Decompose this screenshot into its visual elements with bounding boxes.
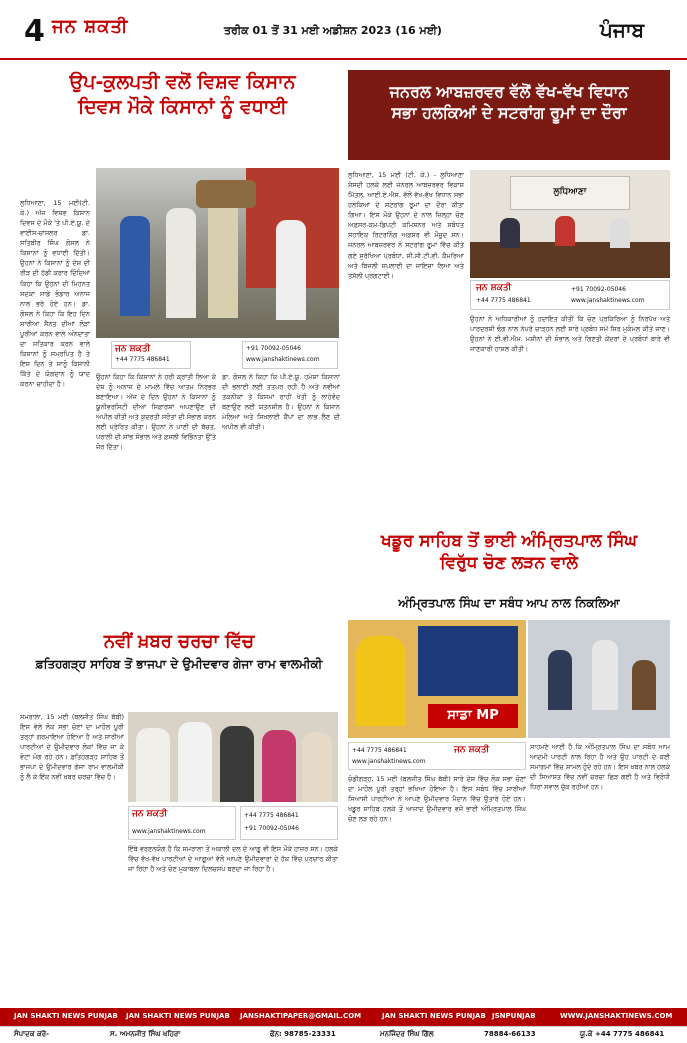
- footer-instagram-link[interactable]: JSNPUNJAB: [492, 1012, 536, 1020]
- person-figure: [610, 218, 630, 248]
- gathering-photo: [528, 620, 670, 738]
- grain-sacks: [196, 180, 256, 208]
- article1-column-a: [20, 198, 90, 616]
- person-figure: [548, 650, 572, 710]
- article2-text-a: ਇਸ ਮੌਕੇ ਉਹਨਾਂ ਦੇ ਨਾਲ ਜ਼ਿਲ੍ਹਾ ਚੋਣ ਅਫ਼ਸਰ-ਕਮ-ਡਿਪਟੀ ਕਮਿਸ਼ਨਰ ਅਤੇ ਸਬੰਧਤ ਸਹਾਇਕ ਰਿਟਰਨਿੰਗ ਅਫ਼ਸਰ ਵੀ ਮੌਜੂਦ ਸਨ। ਜਨਰਲ ਆਬਜ਼ਰਵਰ ਨੇ ਸਟਰਾਂਗ ਰੂਮਾਂ ਵਿੱਚ ਕੀਤੇ ਗਏ ਸੁਰੱਖਿਆ ਪ੍ਰਬੰਧਾਂ, ਸੀ.ਸੀ.ਟੀ.ਵੀ. ਕੈਮਰਿਆਂ ਅਤੇ ਬਿਜਲੀ ਸਪਲਾਈ ਦਾ ਜਾਇਜ਼ਾ ਲਿਆ ਅਤੇ ਤਸੱਲੀ ਪ੍ਰਗਟਾਈ।: [348, 211, 464, 280]
- person-figure: [500, 218, 520, 248]
- footer-twitter-link[interactable]: JAN SHAKTI NEWS PUNJAB: [126, 1012, 230, 1020]
- page-header: [0, 0, 687, 60]
- section-name: ਪੰਜਾਬ: [600, 18, 645, 42]
- ad-phone: +44 7775 486841: [244, 812, 299, 819]
- article1-dateline: ਲੁਧਿਆਣਾ, 15 ਮਈ(ਟੀ. ਕੇ.) ਅੱਜ ਵਿਸ਼ਵ ਕਿਸਾਨ ਦਿਵਸ ਦੇ ਮੌਕੇ 'ਤੇ ਪੀ.ਏ.ਯੂ. ਦੇ ਵਾਈਸ-ਚਾਂਸਲਰ ਡਾ. ਸਤਿਬੀਰ ਸਿੰਘ ਗੋਸਲ ਨੇ ਕਿਸਾਨਾਂ ਨੂੰ ਵਧਾਈ ਦਿੱਤੀ।: [20, 199, 90, 258]
- ad-logo: ਜਨ ਸ਼ਕਤੀ: [132, 809, 168, 819]
- footer-phone-uk: ਯੂ.ਕੇ +44 7775 486841: [580, 1030, 665, 1038]
- person-figure: [220, 726, 254, 802]
- ad-website: www.janshaktinews.com: [352, 758, 426, 765]
- banner: [510, 176, 630, 210]
- candidate-photo: [128, 712, 338, 802]
- advertisement-box: [111, 341, 191, 369]
- footer-ad-manager: ਮਨਜਿੰਦਰ ਸਿੰਘ ਗਿੱਲ: [380, 1030, 434, 1038]
- article1-title-line1: ਉਪ-ਕੁਲਪਤੀ ਵਲੋਂ ਵਿਸ਼ਵ ਕਿਸਾਨ: [69, 71, 296, 93]
- article2-dateline: ਲੁਧਿਆਣਾ, 15 ਮਈ (ਟੀ. ਕੇ.) - ਲੁਧਿਆਣਾ ਸੰਸਦੀ ਹਲਕੇ ਲਈ ਜਨਰਲ ਆਬਜ਼ਰਵਰ ਵਿਕਾਸ ਮਿੱਤਲ, ਆਈ.ਏ.ਐਸ. ਵੱਲੋਂ ਵੱਖ-ਵੱਖ ਵਿਧਾਨ ਸਭਾ ਹਲਕਿਆਂ ਦੇ ਸਟਰਾਂਗ ਰੂਮਾਂ ਦਾ ਦੌਰਾ ਕੀਤਾ ਗਿਆ।: [348, 171, 464, 220]
- advertisement-box: [470, 280, 670, 310]
- article3-subtitle: ਅੰਮ੍ਰਿਤਪਾਲ ਸਿੰਘ ਦਾ ਸਬੰਧ ਆਪ ਨਾਲ ਨਿਕਲਿਆ: [398, 596, 620, 610]
- article4-column-a: [20, 712, 124, 1000]
- article3-title-line1: ਖਡੂਰ ਸਾਹਿਬ ਤੋਂ ਭਾਈ ਅੰਮ੍ਰਿਤਪਾਲ ਸਿੰਘ: [380, 531, 638, 551]
- footer-phone-2: 78884-66133: [484, 1030, 536, 1038]
- article2-column-b: ਉਹਨਾਂ ਨੇ ਅਧਿਕਾਰੀਆਂ ਨੂੰ ਹਦਾਇਤ ਕੀਤੀ ਕਿ ਚੋਣ ਪ੍ਰਕਿਰਿਆ ਨੂੰ ਨਿਰਪੱਖ ਅਤੇ ਪਾਰਦਰਸ਼ੀ ਢੰਗ ਨਾਲ ਨੇਪਰੇ ਚਾੜ੍ਹਨ ਲਈ ਸਾਰੇ ਪ੍ਰਬੰਧ ਸਮੇਂ ਸਿਰ ਮੁਕੰਮਲ ਕੀਤੇ ਜਾਣ। ਉਹਨਾਂ ਨੇ ਈ.ਵੀ.ਐਮ. ਮਸ਼ੀਨਾਂ ਦੀ ਸੰਭਾਲ ਅਤੇ ਗਿਣਤੀ ਕੇਂਦਰਾਂ ਦੇ ਪ੍ਰਬੰਧਾਂ ਬਾਰੇ ਵੀ ਜਾਣਕਾਰੀ ਹਾਸਲ ਕੀਤੀ।: [470, 315, 670, 354]
- ad-phone: +91 70092-05046: [246, 345, 301, 352]
- ad-phone: +91 70092-05046: [571, 286, 626, 293]
- article4-title-line2: ਫ਼ਤਿਹਗੜ੍ਹ ਸਾਹਿਬ ਤੋਂ ਭਾਜਪਾ ਦੇ ਉਮੀਦਵਾਰ ਗੇਜਾ ਰਾਮ ਵਾਲਮੀਕੀ: [35, 657, 323, 672]
- footer-editor-label: ਸੰਪਾਦਕ ਕਰੋ-: [14, 1030, 50, 1038]
- advertisement-box: [242, 341, 338, 369]
- banner-text: ਲੁਧਿਆਣਾ: [553, 187, 587, 197]
- footer-email-link[interactable]: JANSHAKTIPAPER@GMAIL.COM: [240, 1012, 362, 1020]
- meeting-photo: [470, 170, 670, 278]
- article3-column-a: ਚੰਡੀਗੜ੍ਹ, 15 ਮਈ (ਬਲਜੀਤ ਸਿੰਘ ਬੱਬੀ) ਸਾਰੇ ਦੇਸ਼ ਵਿੱਚ ਲੋਕ ਸਭਾ ਚੋਣਾਂ ਦਾ ਮਾਹੌਲ ਪੂਰੀ ਤਰ੍ਹਾਂ ਭਖਿਆ ਹੋਇਆ ਹੈ। ਇਸ ਸਬੰਧ ਵਿੱਚ ਸਾਰੀਆਂ ਸਿਆਸੀ ਪਾਰਟੀਆਂ ਨੇ ਆਪਣੇ ਉਮੀਦਵਾਰ ਮੈਦਾਨ ਵਿੱਚ ਉਤਾਰੇ ਹੋਏ ਹਨ। ਖਡੂਰ ਸਾਹਿਬ ਹਲਕੇ ਤੋਂ ਆਜ਼ਾਦ ਉਮੀਦਵਾਰ ਵਜੋਂ ਭਾਈ ਅੰਮ੍ਰਿਤਪਾਲ ਸਿੰਘ ਚੋਣ ਲੜ ਰਹੇ ਹਨ।: [348, 775, 526, 824]
- person-figure: [178, 722, 212, 802]
- article4-column-b: ਇੱਥੇ ਵਰਣਨਯੋਗ ਹੈ ਕਿ ਸਮਰਾਲਾ ਤੋਂ ਅਕਾਲੀ ਦਲ ਦੇ ਆਗੂ ਵੀ ਇਸ ਮੌਕੇ ਹਾਜ਼ਰ ਸਨ। ਹਲਕੇ ਵਿੱਚ ਵੱਖ-ਵੱਖ ਪਾਰਟੀਆਂ ਦੇ ਆਗੂਆਂ ਵੱਲੋਂ ਆਪਣੇ ਉਮੀਦਵਾਰਾਂ ਦੇ ਹੱਕ ਵਿੱਚ ਪ੍ਰਚਾਰ ਕੀਤਾ ਜਾ ਰਿਹਾ ਹੈ ਅਤੇ ਚੋਣ ਮੁਕਾਬਲਾ ਦਿਲਚਸਪ ਬਣਦਾ ਜਾ ਰਿਹਾ ਹੈ।: [128, 845, 338, 874]
- advertisement-box: [348, 742, 526, 770]
- article3-title: [348, 530, 670, 574]
- person-figure: [120, 216, 150, 316]
- poster-text: ਸਾਡਾ MP: [428, 704, 518, 728]
- person-figure: [632, 660, 656, 710]
- article2-title-line2: ਸਭਾ ਹਲਕਿਆਂ ਦੇ ਸਟਰਾਂਗ ਰੂਮਾਂ ਦਾ ਦੌਰਾ: [391, 102, 627, 122]
- poster: [418, 626, 518, 696]
- article3-column-b: ਸਾਹਮਣੇ ਆਈ ਹੈ ਕਿ ਅੰਮ੍ਰਿਤਪਾਲ ਸਿੰਘ ਦਾ ਸਬੰਧ ਆਮ ਆਦਮੀ ਪਾਰਟੀ ਨਾਲ ਰਿਹਾ ਹੈ ਅਤੇ ਉਹ ਪਾਰਟੀ ਦੇ ਕਈ ਸਮਾਗਮਾਂ ਵਿੱਚ ਸ਼ਾਮਲ ਹੁੰਦੇ ਰਹੇ ਹਨ। ਇਸ ਖ਼ਬਰ ਨਾਲ ਹਲਕੇ ਦੀ ਸਿਆਸਤ ਵਿੱਚ ਨਵੀਂ ਚਰਚਾ ਛਿੜ ਗਈ ਹੈ ਅਤੇ ਵਿਰੋਧੀ ਧਿਰਾਂ ਸਵਾਲ ਚੁੱਕ ਰਹੀਆਂ ਹਨ।: [530, 743, 670, 792]
- person-figure: [208, 198, 238, 318]
- person-figure: [166, 208, 196, 318]
- masthead-logo: ਜਨ ਸ਼ਕਤੀ: [52, 16, 129, 37]
- article4-dateline: ਸਮਰਾਲਾ, 15 ਮਈ (ਬਲਜੀਤ ਸਿੰਘ ਬੱਬੀ): [20, 713, 124, 721]
- article2-title-line1: ਜਨਰਲ ਆਬਜ਼ਰਵਰ ਵੱਲੋਂ ਵੱਖ-ਵੱਖ ਵਿਧਾਨ: [389, 82, 629, 101]
- ad-phone: +44 7775 486841: [476, 297, 531, 304]
- rally-photo: [348, 620, 526, 738]
- footer-phone-india: ਫੋਨ: 98785-23331: [270, 1030, 336, 1038]
- article1-column-c: ਡਾ. ਗੋਸਲ ਨੇ ਕਿਹਾ ਕਿ ਪੀ.ਏ.ਯੂ. ਹਮੇਸ਼ਾ ਕਿਸਾਨਾਂ ਦੀ ਭਲਾਈ ਲਈ ਤਤਪਰ ਰਹੀ ਹੈ ਅਤੇ ਨਵੀਆਂ ਤਕਨੀਕਾਂ ਤੇ ਕਿਸਮਾਂ ਰਾਹੀਂ ਖੇਤੀ ਨੂੰ ਲਾਹੇਵੰਦ ਬਣਾਉਣ ਲਈ ਯਤਨਸ਼ੀਲ ਹੈ। ਉਹਨਾਂ ਨੇ ਕਿਸਾਨ ਮੇਲਿਆਂ ਅਤੇ ਸਿਖਲਾਈ ਕੈਂਪਾਂ ਦਾ ਲਾਭ ਲੈਣ ਦੀ ਅਪੀਲ ਵੀ ਕੀਤੀ।: [222, 373, 340, 432]
- ad-logo: ਜਨ ਸ਼ਕਤੀ: [476, 283, 512, 293]
- article3-title-line2: ਵਿਰੁੱਧ ਚੋਣ ਲੜਨ ਵਾਲੇ: [440, 553, 578, 574]
- ad-website: www.janshaktinews.com: [132, 828, 206, 835]
- footer-facebook-link[interactable]: JAN SHAKTI NEWS PUNJAB: [14, 1012, 118, 1020]
- ad-website: www.janshaktinews.com: [571, 297, 645, 304]
- issue-date: ਤਰੀਕ 01 ਤੋਂ 31 ਮਈ ਅਡੀਸ਼ਨ 2023 (16 ਮਈ): [224, 24, 442, 37]
- ad-phone: +91 70092-05046: [244, 825, 299, 832]
- article2-title: [348, 70, 670, 160]
- footer-youtube-link[interactable]: JAN SHAKTI NEWS PUNJAB: [382, 1012, 486, 1020]
- person-figure: [592, 640, 618, 710]
- farmers-photo: [96, 168, 339, 338]
- advertisement-box: [240, 806, 338, 840]
- person-figure: [136, 728, 170, 802]
- article1-title-line2: ਦਿਵਸ ਮੌਕੇ ਕਿਸਾਨਾਂ ਨੂੰ ਵਧਾਈ: [78, 95, 287, 118]
- person-figure: [302, 732, 332, 802]
- footer-website-link[interactable]: WWW.JANSHAKTINEWS.COM: [560, 1012, 673, 1020]
- person-figure: [262, 730, 296, 802]
- person-figure: [276, 220, 306, 320]
- ad-website: www.janshaktinews.com: [246, 356, 320, 363]
- person-figure: [356, 636, 406, 726]
- ad-phone: +44 7775 486841: [352, 747, 407, 754]
- ad-logo: ਜਨ ਸ਼ਕਤੀ: [454, 745, 490, 755]
- advertisement-box: [128, 806, 236, 840]
- person-figure: [555, 216, 575, 246]
- article4-title-line1: ਨਵੀਂ ਖ਼ਬਰ ਚਰਚਾ ਵਿੱਚ: [103, 631, 255, 652]
- article1-title: [20, 70, 345, 119]
- article4-text-a: ਇਸ ਵੇਲੇ ਲੋਕ ਸਭਾ ਚੋਣਾਂ ਦਾ ਮਾਹੌਲ ਪੂਰੀ ਤਰ੍ਹਾਂ ਗਰਮਾਇਆ ਹੋਇਆ ਹੈ ਅਤੇ ਸਾਰੀਆਂ ਪਾਰਟੀਆਂ ਦੇ ਉਮੀਦਵਾਰ ਲੋਕਾਂ ਵਿੱਚ ਜਾ ਕੇ ਵੋਟਾਂ ਮੰਗ ਰਹੇ ਹਨ। ਫ਼ਤਿਹਗੜ੍ਹ ਸਾਹਿਬ ਤੋਂ ਭਾਜਪਾ ਦੇ ਉਮੀਦਵਾਰ ਗੇਜਾ ਰਾਮ ਵਾਲਮੀਕੀ ਨੂੰ ਲੈ ਕੇ ਇੱਕ ਨਵੀਂ ਖ਼ਬਰ ਚਰਚਾ ਵਿੱਚ ਹੈ।: [20, 723, 124, 782]
- page-number: 4: [24, 14, 45, 49]
- ad-logo: ਜਨ ਸ਼ਕਤੀ: [115, 344, 151, 354]
- footer-editor-name: ਸ. ਅਮਨਜੀਤ ਸਿੰਘ ਖਹਿਰਾ: [110, 1030, 181, 1038]
- article4-title: [20, 630, 338, 673]
- article1-text-a: ਉਹਨਾਂ ਨੇ ਕਿਸਾਨਾਂ ਨੂੰ ਦੇਸ਼ ਦੀ ਰੀੜ ਦੀ ਹੱਡੀ ਕਰਾਰ ਦਿੰਦਿਆਂ ਕਿਹਾ ਕਿ ਉਹਨਾਂ ਦੀ ਮਿਹਨਤ ਸਦਕਾ ਸਾਡੇ ਭੰਡਾਰ ਅਨਾਜ ਨਾਲ ਭਰੇ ਹੋਏ ਹਨ। ਡਾ. ਗੋਸਲ ਨੇ ਕਿਹਾ ਕਿ ਇਹ ਦਿਨ ਸਾਰੀਆਂ ਸੈਨਤ ਦੀਆਂ ਲੋੜਾਂ ਪੂਰੀਆਂ ਕਰਨ ਵਾਲੇ ਅੰਨਦਾਤਾ ਦਾ ਸਤਿਕਾਰ ਕਰਨ ਵਾਲੇ ਕਿਸਾਨਾਂ ਨੂੰ ਸਮਰਪਿਤ ਹੈ ਤੇ ਇਸ ਦਿਨ ਤੇ ਸਾਨੂੰ ਕਿਸਾਨੀ ਕਿੱਤੇ ਦੇ ਯੋਗਦਾਨ ਨੂੰ ਯਾਦ ਕਰਨਾ ਚਾਹੀਦਾ ਹੈ।: [20, 259, 90, 389]
- ad-phone: +44 7775 486841: [115, 356, 170, 363]
- article2-column-a: [348, 170, 464, 440]
- article1-column-b: ਉਹਨਾਂ ਕਿਹਾ ਕਿ ਕਿਸਾਨਾਂ ਨੇ ਹਰੀ ਕ੍ਰਾਂਤੀ ਲਿਆ ਕੇ ਦੇਸ਼ ਨੂੰ ਅਨਾਜ ਦੇ ਮਾਮਲੇ ਵਿੱਚ ਆਤਮ ਨਿਰਭਰ ਬਣਾਇਆ। ਅੱਜ ਦੇ ਦਿਨ ਉਹਨਾਂ ਨੇ ਕਿਸਾਨਾਂ ਨੂੰ ਯੂਨੀਵਰਸਿਟੀ ਦੀਆਂ ਸਿਫ਼ਾਰਸ਼ਾਂ ਅਪਣਾਉਣ ਦੀ ਅਪੀਲ ਕੀਤੀ ਅਤੇ ਕੁਦਰਤੀ ਸਰੋਤਾਂ ਦੀ ਸੰਭਾਲ ਕਰਨ ਲਈ ਪ੍ਰੇਰਿਤ ਕੀਤਾ। ਉਹਨਾਂ ਨੇ ਪਾਣੀ ਦੀ ਬੱਚਤ, ਪਰਾਲੀ ਦੀ ਸਾਂਭ ਸੰਭਾਲ ਅਤੇ ਫ਼ਸਲੀ ਵਿਭਿੰਨਤਾ ਉੱਤੇ ਜ਼ੋਰ ਦਿੱਤਾ।: [96, 373, 216, 452]
